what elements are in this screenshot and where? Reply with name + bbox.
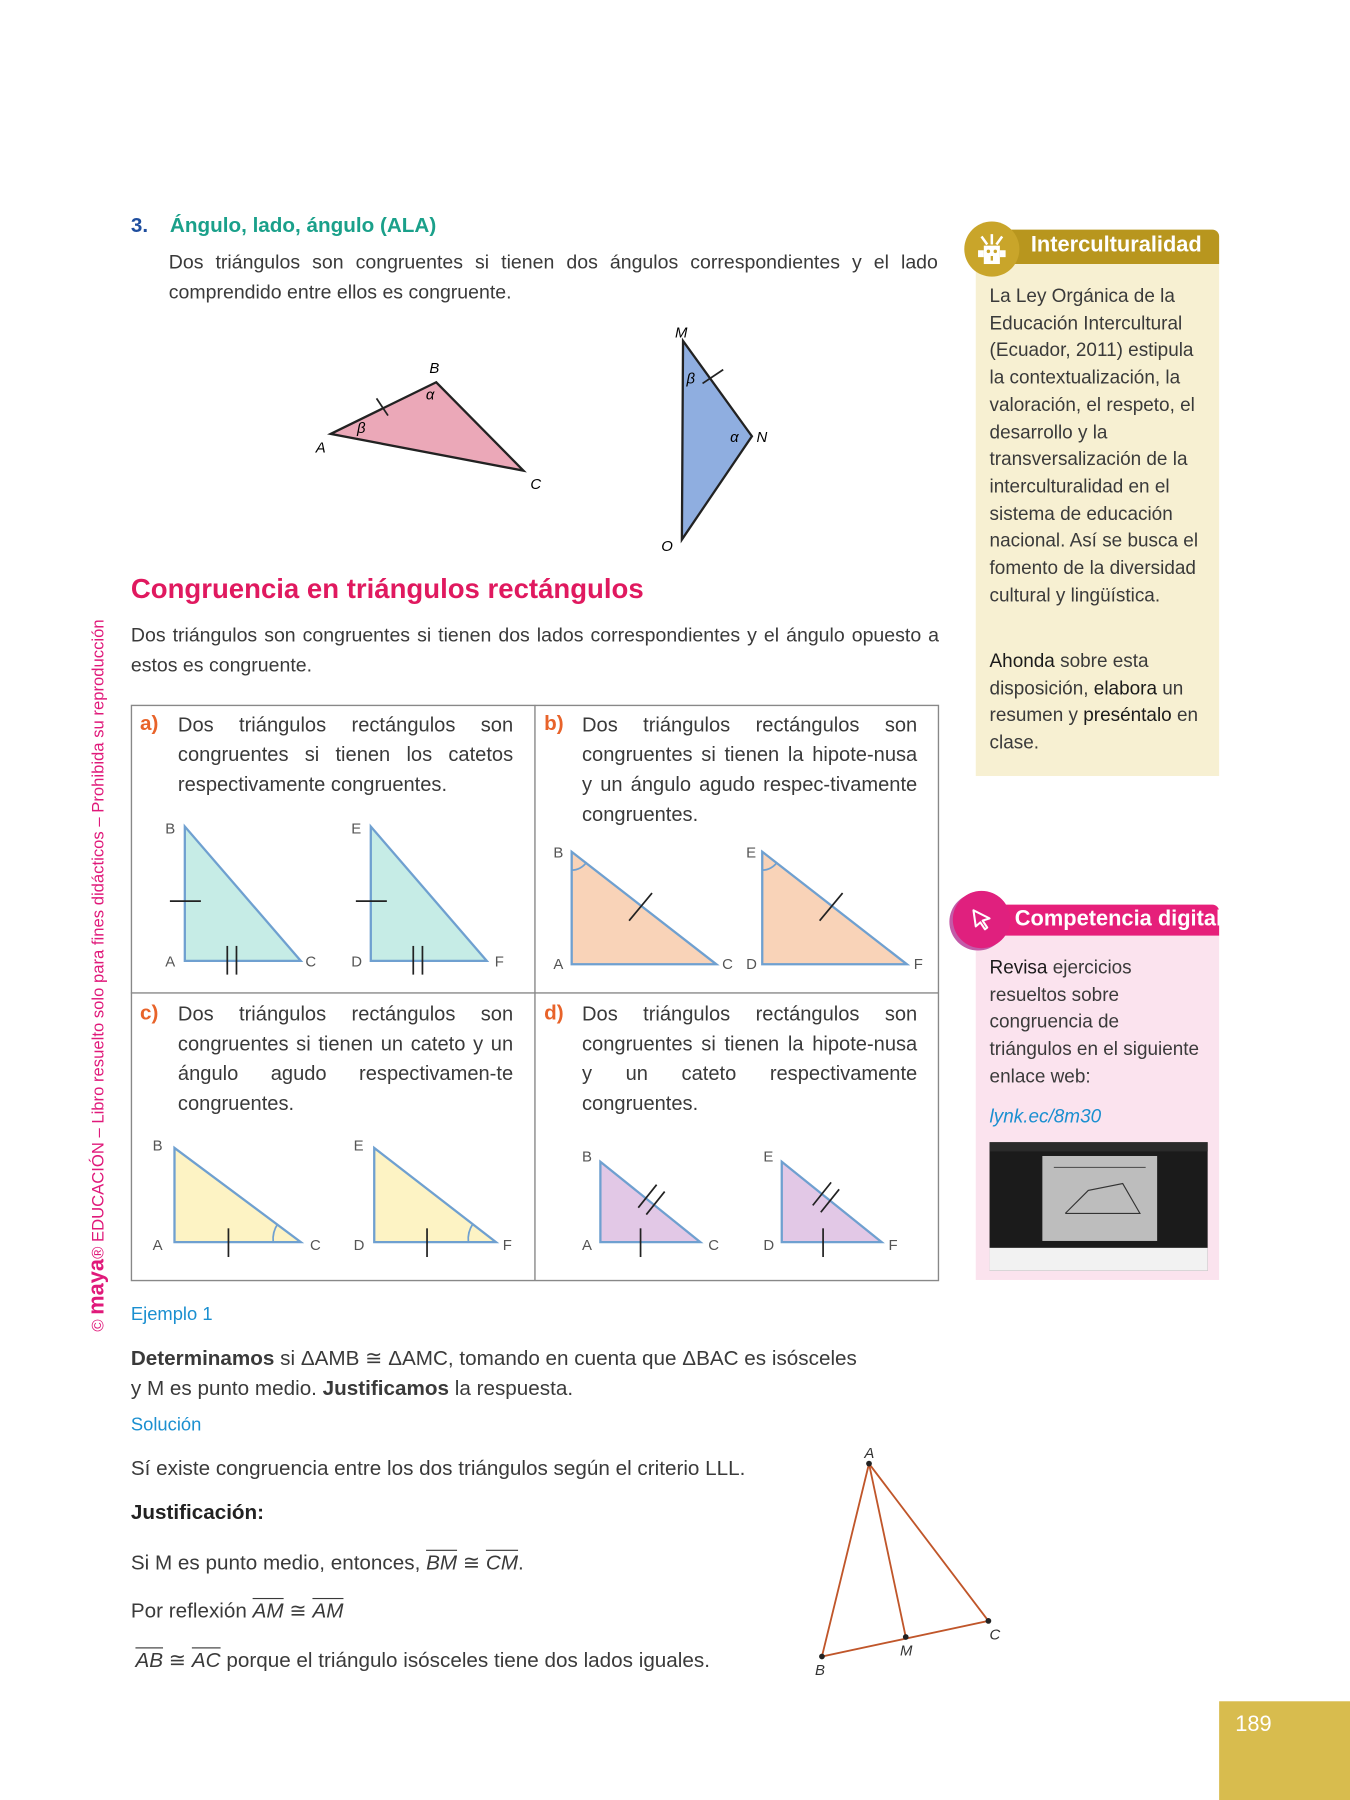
label-c: C <box>530 476 542 494</box>
label-a: A <box>315 439 326 457</box>
label-b: B <box>815 1661 826 1679</box>
cell-b-text: Dos triángulos rectángulos son congruentes si tienen la hipote-nusa y un ángulo agudo respec-tivamente congruentes. <box>582 712 918 826</box>
vertex-label: C <box>722 955 733 973</box>
vertex-label: B <box>152 1137 163 1155</box>
cell-c-text: Dos triángulos rectángulos son congruentes si tienen un cateto y un ángulo agudo respectivamen-te congruentes. <box>177 1002 514 1115</box>
intercultural-task: Ahonda sobre esta disposición, elabora un resumen y preséntalo en clase. <box>989 650 1199 754</box>
vertex-label: A <box>152 1237 163 1255</box>
vertex-label: D <box>746 955 757 973</box>
digital-link[interactable]: lynk.ec/8m30 <box>989 1106 1102 1128</box>
cell-a-text: Dos triángulos rectángulos son congruentes si tienen los catetos respectivamente congruentes. <box>177 712 514 796</box>
intercultural-text: La Ley Orgánica de la Educación Intercultural (Ecuador, 2011) estipula la contextualización, la valoración, el respeto, el desarrollo y la transversalización de la interculturalidad en el sistema de educación nacional. Así se busca el fomento de la diversidad cultural y lingüística. <box>989 285 1199 606</box>
section-title: Ángulo, lado, ángulo (ALA) <box>169 213 437 237</box>
triangle-abc-figure <box>315 360 542 493</box>
section-text: Dos triángulos son congruentes si tienen dos lados correspondientes y el ángulo opuesto a estos es congruente. <box>130 624 940 677</box>
solution-label: Solución <box>130 1415 202 1435</box>
label-alpha: α <box>425 386 435 404</box>
vertex-label: F <box>494 953 504 971</box>
label-beta: β <box>686 370 696 388</box>
intercultural-title: Interculturalidad <box>1030 233 1202 258</box>
example-label: Ejemplo 1 <box>130 1305 213 1325</box>
triangle-mno-figure <box>661 325 767 556</box>
vertex-label: A <box>582 1237 592 1255</box>
vertex-label: D <box>763 1237 775 1255</box>
cell-d-figure <box>582 1149 898 1257</box>
vertex-label: D <box>353 1237 365 1255</box>
vertex-label: F <box>502 1237 512 1255</box>
section-number: 3. <box>130 213 149 237</box>
video-thumbnail[interactable] <box>990 1142 1208 1271</box>
copyright-note: © maya® EDUCACIÓN – Libro resuelto solo para fines didácticos – Prohibida su reproducción <box>84 619 110 1332</box>
label-beta: β <box>357 419 366 437</box>
solution-text: Sí existe congruencia entre los dos triángulos según el criterio LLL. <box>130 1456 746 1480</box>
cell-b-figure <box>553 845 923 973</box>
section-heading: Congruencia en triángulos rectángulos <box>130 573 644 605</box>
label-n: N <box>756 428 768 446</box>
example-triangle-figure <box>815 1445 1000 1679</box>
label-alpha: α <box>730 428 739 446</box>
justification-line-1: Si M es punto medio, entonces, $\overline{BM}$ ≅ $\overline{CM}$. <box>130 1550 524 1574</box>
vertex-label: B <box>582 1148 592 1166</box>
vertex-label: E <box>351 820 362 838</box>
cursor-icon <box>953 891 1010 948</box>
vertex-label: E <box>746 844 757 862</box>
label-a: A <box>864 1444 875 1462</box>
vertex-label: E <box>763 1148 774 1166</box>
label-m: M <box>675 324 688 342</box>
page-number-box <box>1219 1701 1350 1800</box>
vertex-label: B <box>165 820 176 838</box>
vertex-label: D <box>351 953 363 971</box>
cell-d-letter: d) <box>544 1001 564 1024</box>
cell-b-letter: b) <box>544 711 564 735</box>
digital-text: Revisa ejercicios resueltos sobre congruencia de triángulos en el siguiente enlace web: <box>989 957 1200 1087</box>
vertex-label: C <box>708 1237 720 1255</box>
vertex-label: B <box>553 844 564 862</box>
label-b: B <box>429 360 440 378</box>
vertex-label: A <box>165 953 176 971</box>
cell-d-text: Dos triángulos rectángulos son congruentes si tienen la hipote-nusa y un cateto respectivamente congruentes. <box>582 1002 918 1115</box>
example-statement: Determinamos si ΔAMB ≅ ΔAMC, tomando en cuenta que ΔBAC es isósceles y M es punto medio. Justificamos la respuesta. <box>130 1346 857 1400</box>
vertex-label: C <box>305 953 317 971</box>
vertex-label: E <box>353 1137 364 1155</box>
justification-line-3: $\overline{AB}$ ≅ $\overline{AC}$ porque el triángulo isósceles tiene dos lados iguales. <box>135 1648 710 1672</box>
vertex-label: F <box>913 955 923 973</box>
section-3-text: Dos triángulos son congruentes si tienen dos ángulos correspondientes y el lado comprendido entre ellos es congruente. <box>168 251 938 304</box>
vertex-label: C <box>309 1237 321 1255</box>
cell-a-letter: a) <box>140 711 159 735</box>
digital-title: Competencia digital <box>1014 906 1223 931</box>
label-c: C <box>989 1626 1001 1644</box>
intercultural-mask-icon <box>964 222 1019 277</box>
label-m: M <box>900 1642 913 1660</box>
cell-c-figure <box>153 1137 512 1257</box>
justification-line-2: Por reflexión $\overline{AM}$ ≅ $\overline{AM}$ <box>130 1599 344 1623</box>
vertex-label: A <box>553 955 564 973</box>
cell-c-letter: c) <box>140 1001 159 1024</box>
cell-a-figure <box>165 820 504 974</box>
label-o: O <box>661 538 673 556</box>
justification-title: Justificación: <box>130 1500 265 1524</box>
vertex-label: F <box>888 1237 898 1255</box>
page-number: 189 <box>1235 1712 1272 1737</box>
